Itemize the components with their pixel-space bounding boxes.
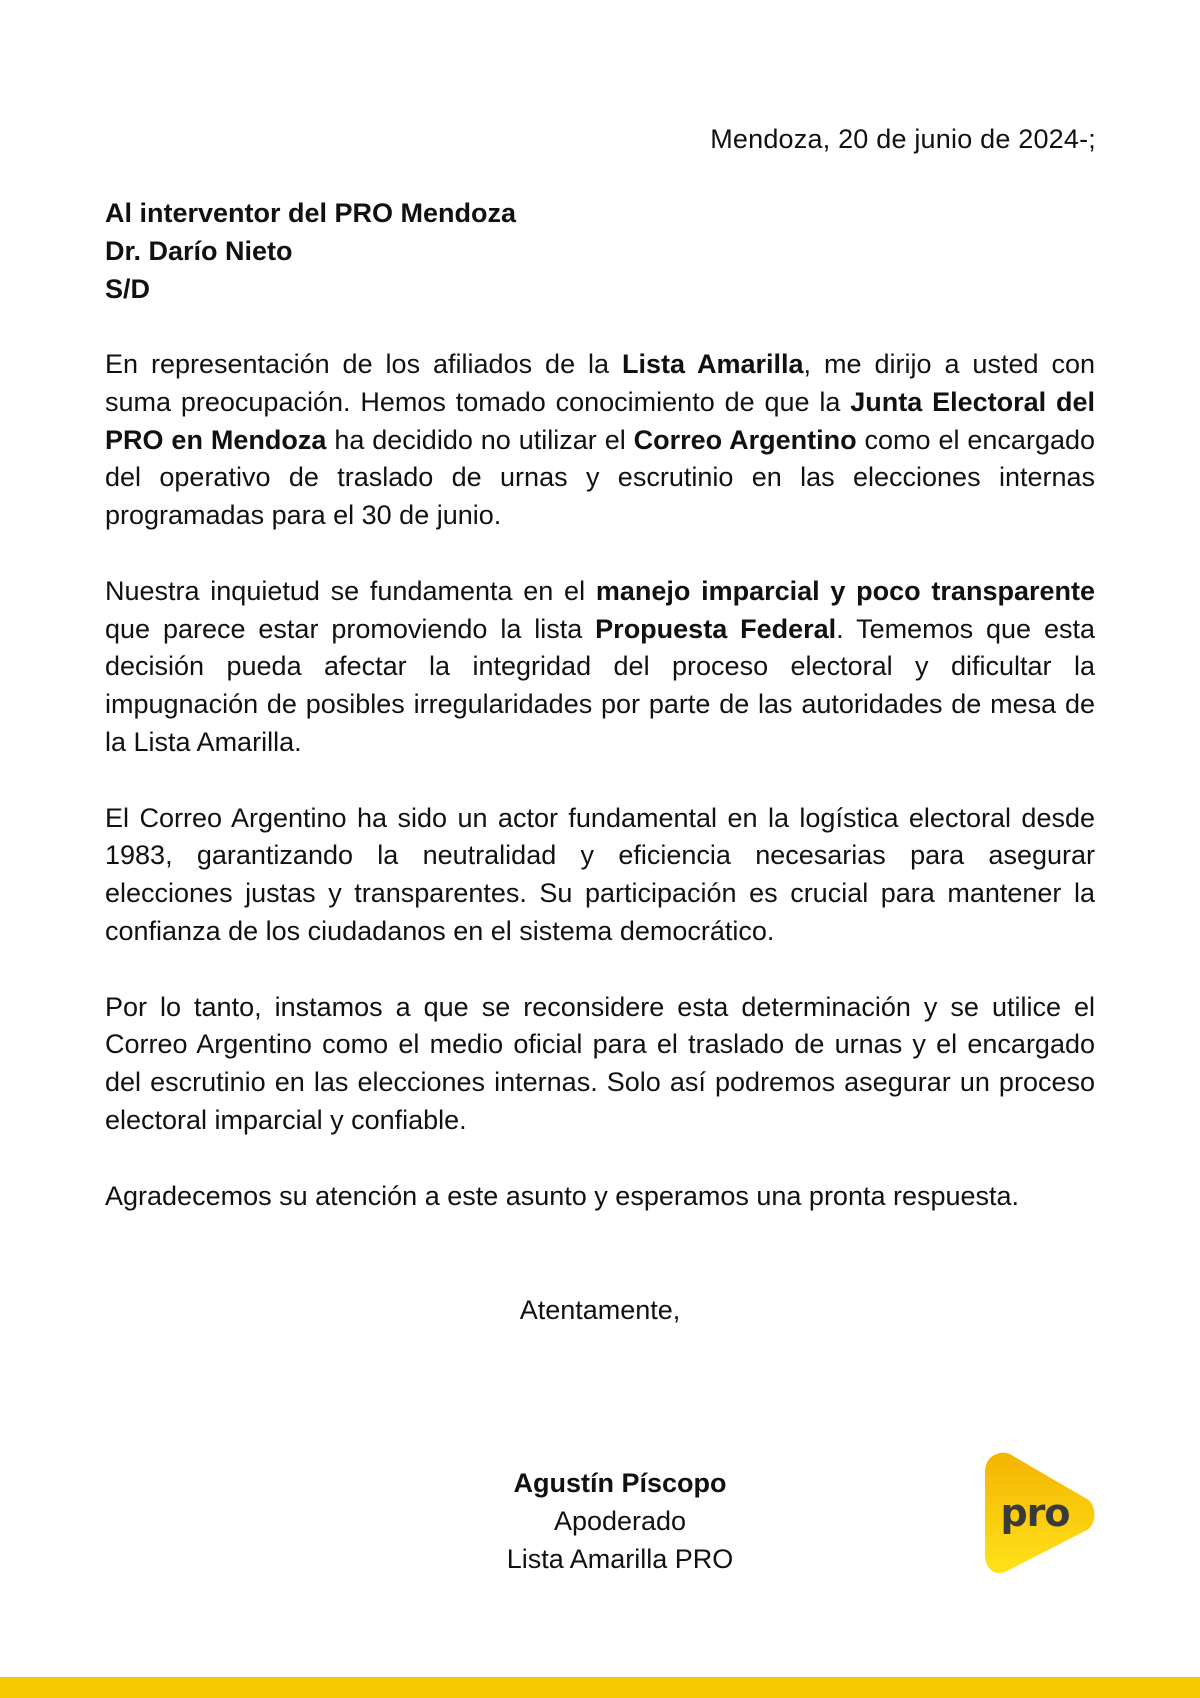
letter-body — [105, 346, 1095, 1215]
recipient-sd: S/D — [105, 274, 151, 304]
signer-name: Agustín Píscopo — [513, 1468, 727, 1498]
bottom-accent-bar — [0, 1677, 1200, 1698]
bold-run: Junta Electoral del PRO en Mendoza — [105, 386, 1095, 455]
signer-role: Apoderado — [553, 1506, 687, 1536]
recipient-title: Al interventor del PRO Mendoza — [105, 198, 517, 228]
closing-salutation — [0, 1291, 1200, 1329]
logo-text: pro — [1000, 1491, 1070, 1535]
signature-block — [420, 1464, 820, 1578]
text-run: , me dirijo a usted con suma preocupación. Hemos tomado conocimiento de que la — [105, 349, 1095, 417]
bold-run: Correo Argentino — [633, 424, 857, 455]
closing-text: Atentamente, — [519, 1295, 681, 1325]
paragraph-5: Agradecemos su atención a este asunto y esperamos una pronta respuesta. — [105, 1180, 1020, 1211]
bold-run: Lista Amarilla — [622, 349, 804, 379]
paragraph-4: Por lo tanto, instamos a que se reconsidere esta determinación y se utilice el Correo Argentino como el medio oficial para el traslado de urnas y el encargado del escrutinio en las elecciones internas. Solo así podremos asegurar un proceso electoral imparcial y confiable. — [105, 991, 1095, 1135]
text-run: que parece estar promoviendo la lista — [105, 613, 596, 644]
bold-run: Propuesta Federal — [595, 613, 837, 644]
pro-logo-svg — [983, 1450, 1098, 1578]
signer-organization: Lista Amarilla PRO — [506, 1544, 734, 1574]
recipient-name: Dr. Darío Nieto — [105, 236, 293, 266]
recipient-block — [105, 194, 516, 308]
paragraph-2 — [105, 573, 1095, 762]
paragraph-3: El Correo Argentino ha sido un actor fundamental en la logística electoral desde 1983, garantizando la neutralidad y eficiencia necesarias para asegurar elecciones justas y transparentes. Su participación es crucial para mantener la confianza de los ciudadanos en el sistema democrático. — [105, 802, 1095, 946]
bold-run: manejo imparcial y poco transparente — [595, 575, 1095, 606]
text-run: En representación de los afiliados de la — [105, 349, 623, 379]
text-run: Nuestra inquietud se fundamenta en el — [105, 575, 596, 606]
text-run: ha decidido no utilizar el — [326, 424, 634, 455]
letter-date: Mendoza, 20 de junio de 2024-; — [710, 124, 1096, 154]
text-run: como el encargado del operativo de traslado de urnas y escrutinio en las elecciones internas programadas para el 30 de junio. — [105, 424, 1096, 531]
paragraph-1 — [105, 346, 1095, 535]
pro-party-logo-icon — [983, 1450, 1098, 1578]
text-run: . Tememos que esta decisión pueda afectar la integridad del proceso electoral y dificultar la impugnación de posibles irregularidades por parte de las autoridades de mesa de la Lista Amarilla. — [105, 613, 1095, 757]
